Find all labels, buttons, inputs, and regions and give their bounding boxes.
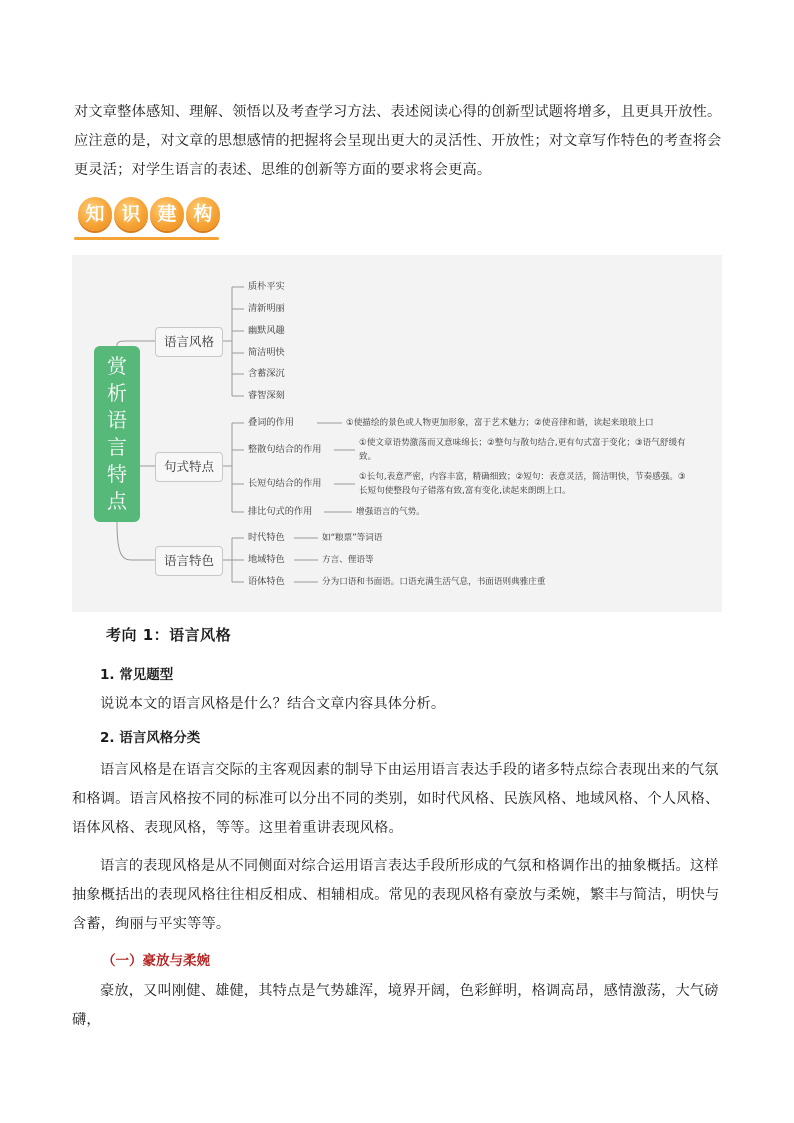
branch-sentence-features: 句式特点 <box>155 452 223 482</box>
mind-map <box>72 255 722 612</box>
intro-paragraph: 对文章整体感知、理解、领悟以及考查学习方法、表述阅读心得的创新型试题将增多，且更具开放性。应注意的是，对文章的思想感情的把握将会呈现出更大的灵活性、开放性；对文章写作特色的考查将会更灵活；对学生语言的表述、思维的创新等方面的要求将会更高。 <box>74 104 722 178</box>
leaf-style-6: 睿智深刻 <box>248 390 285 401</box>
leaf-feature-2: 地域特色 <box>248 554 285 565</box>
leaf-feature-1-desc: 如“粮票”等词语 <box>322 533 383 543</box>
leaf-sentence-1: 叠词的作用 <box>248 417 294 428</box>
question-type-text: 说说本文的语言风格是什么？结合文章内容具体分析。 <box>100 696 446 712</box>
mind-map-root <box>94 346 140 522</box>
leaf-style-3: 幽默风趣 <box>248 325 285 336</box>
banner-underline <box>74 237 219 240</box>
banner-char-2: 识 <box>114 197 148 231</box>
subheading-style-categories: 2. 语言风格分类 <box>100 730 201 746</box>
leaf-sentence-2-desc: ①使文章语势激荡而又意味绵长；②整句与散句结合,更有句式富于变化；③语气舒缓有致。 <box>359 438 686 462</box>
leaf-feature-2-desc: 方言、俚语等 <box>322 555 374 565</box>
leaf-style-2: 清新明丽 <box>248 303 285 314</box>
leaf-feature-3: 语体特色 <box>248 576 285 587</box>
paragraph-bold-style: 豪放，又叫刚健、雄健，其特点是气势雄浑，境界开阔，色彩鲜明，格调高昂，感情激荡，大气磅礴， <box>72 983 719 1028</box>
leaf-style-1: 质朴平实 <box>248 281 285 292</box>
subheading-bold-gentle: （一）豪放与柔婉 <box>102 953 210 969</box>
leaf-feature-3-desc: 分为口语和书面语。口语充满生活气息，书面语则典雅庄重 <box>322 577 546 587</box>
leaf-sentence-4-desc: 增强语言的气势。 <box>356 507 425 517</box>
leaf-sentence-3-desc: ①长句,表意严密，内容丰富，精确细致；②短句：表意灵活，简洁明快，节奏感强。③长短句使整段句子错落有致,富有变化,读起来朗朗上口。 <box>359 472 686 496</box>
paragraph-expressive-style: 语言的表现风格是从不同侧面对综合运用语言表达手段所形成的气氛和格调作出的抽象概括。这样抽象概括出的表现风格往往相反相成、相辅相成。常见的表现风格有豪放与柔婉，繁丰与简洁，明快与含蓄，绚丽与平实等等。 <box>72 858 720 932</box>
section-title: 考向 1：语言风格 <box>106 626 232 644</box>
root-label: 赏析语言特点 <box>107 354 127 513</box>
branch-language-characteristics: 语言特色 <box>155 546 223 576</box>
banner-char-4: 构 <box>186 197 220 231</box>
leaf-sentence-3: 长短句结合的作用 <box>248 478 322 489</box>
leaf-style-4: 简洁明快 <box>248 347 285 358</box>
branch-language-style: 语言风格 <box>155 327 223 357</box>
leaf-sentence-1-desc: ①使描绘的景色或人物更加形象，富于艺术魅力；②使音律和谐，读起来琅琅上口 <box>346 418 654 428</box>
leaf-feature-1: 时代特色 <box>248 532 285 543</box>
banner-char-3: 建 <box>150 197 184 231</box>
paragraph-style-definition: 语言风格是在语言交际的主客观因素的制导下由运用语言表达手段的诸多特点综合表现出来的气氛和格调。语言风格按不同的标准可以分出不同的类别，如时代风格、民族风格、地域风格、个人风格、语体风格、表现风格，等等。这里着重讲表现风格。 <box>72 762 720 836</box>
subheading-question-type: 1. 常见题型 <box>100 667 174 683</box>
leaf-style-5: 含蓄深沉 <box>248 368 285 379</box>
leaf-sentence-2: 整散句结合的作用 <box>248 444 322 455</box>
banner-char-1: 知 <box>78 197 112 231</box>
leaf-sentence-4: 排比句式的作用 <box>248 506 313 517</box>
